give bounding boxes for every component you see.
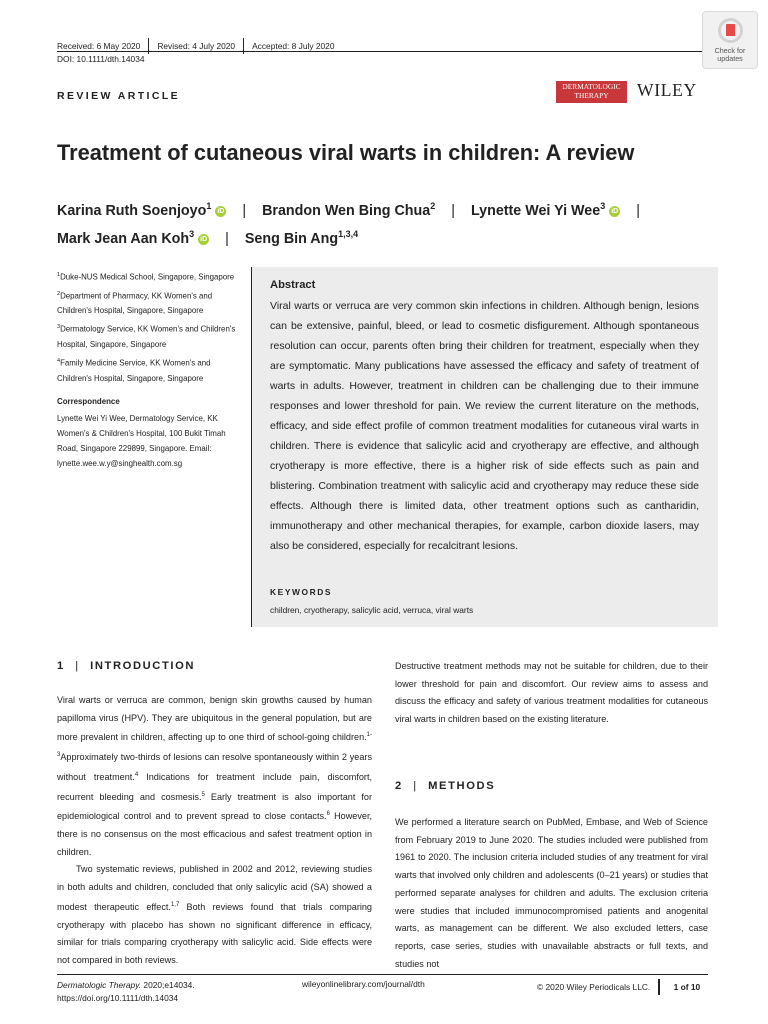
journal-logo-line1: DERMATOLOGIC [562, 82, 621, 91]
crossmark-label-1: Check for [714, 46, 746, 55]
paragraph: Destructive treatment methods may not be suitable for children, due to their lower threshold for pain and discomfort. Our review aims to assess and discuss the efficacy and safety of various treatment modalities for cutaneous viral warts in children based on the existing literature. [395, 661, 708, 725]
abstract-heading: Abstract [270, 279, 316, 291]
footer-right [537, 979, 700, 995]
divider [658, 979, 659, 995]
footer-citation: Dermatologic Therapy. 2020;e14034. https://doi.org/10.1111/dth.14034 [57, 980, 195, 1003]
footer-doi-link[interactable]: https://doi.org/10.1111/dth.14034 [57, 993, 179, 1003]
affiliation: $^1$Duke-NUS Medical School, Singapore, Singapore [57, 272, 235, 282]
publisher-logo[interactable]: WILEY [637, 80, 697, 100]
author-name[interactable]: Karina Ruth Soenjoyo [57, 202, 207, 219]
section-heading-introduction: 1 | INTRODUCTION [57, 660, 196, 672]
accepted-date: Accepted: 8 July 2020 [252, 41, 335, 51]
journal-logo-line2: THERAPY [574, 91, 609, 101]
author-name[interactable]: Seng Bin Ang [244, 230, 339, 247]
article-title: Treatment of cutaneous viral warts in children: A review [57, 140, 635, 165]
author-list: Karina Ruth Soenjoyo$^1$iD | Brandon Wen Bing Chua$^2$ | Lynette Wei Yi Wee$^3$iD | Mark Jean Aan Koh$^3$iD | Seng Bin Ang$^{1,3,4}$ [57, 201, 640, 247]
affiliations [57, 268, 247, 473]
author-affiliation-ref: 1,3,4 [338, 228, 359, 239]
author-name[interactable]: Lynette Wei Yi Wee [470, 202, 601, 219]
author-name[interactable]: Brandon Wen Bing Chua [262, 202, 431, 219]
affiliation: $^4$Family Medicine Service, KK Women's and Children's Hospital, Singapore, Singapore [57, 357, 211, 383]
author-name[interactable]: Mark Jean Aan Koh [57, 230, 190, 247]
paragraph: Viral warts or verruca are common, benign skin growths caused by human papilloma virus (HPV). They are ubiquitous in the general population, but are more prevalent in children, affecting up to one third of school-going children.$^{1-3}$Approximately two-thirds of lesions can resolve spontaneously within 2 years without treatment.$^4$ Indications for treatment include pain, discomfort, recurrent bleeding and cosmesis.$^5$ Early treatment is also important for epidemiological control and to prevent spread to close contacts.$^6$ However, there is no consensus on the most efficacious and safest treatment option in children. [57, 695, 372, 857]
orcid-icon[interactable]: iD [217, 207, 225, 215]
revised-date: Revised: 4 July 2020 [157, 41, 236, 51]
copyright: © 2020 Wiley Periodicals LLC. [537, 982, 651, 992]
footer-rule [57, 974, 708, 975]
abstract-rule [251, 267, 252, 627]
affiliation: $^2$Department of Pharmacy, KK Women's and Children's Hospital, Singapore, Singapore [57, 290, 213, 316]
correspondence-email[interactable]: Email: lynette.wee.w.y@singhealth.com.sg [57, 443, 212, 468]
citation-ref[interactable]: 1-3 [57, 732, 372, 759]
footer-site-link[interactable]: wileyonlinelibrary.com/journal/dth [302, 979, 425, 989]
author-affiliation-ref: 3 [189, 228, 195, 239]
keywords: children, cryotherapy, salicylic acid, verruca, viral warts [270, 605, 474, 615]
abstract-text: Viral warts or verruca are very common skin infections in children. Although benign, lesions can be extensive, painful, bleed, or lead to cosmetic disfigurement. Although spontaneous resolution can occur, parents often bring their children for treatment, especially when they are symptomatic. Many publications have assessed the efficacy and safety of treatment of warts in adults. However, treatment in children can be challenging due to their immune responses and lower threshold for pain. We review the current literature on the methods, efficacy, and side effect profile of common treatment modalities for cutaneous viral warts in children. There is evidence that salicylic acid and cryotherapy are effective, and although cryotherapy is more effective, there is a higher risk of side effects such as pain and blistering. Combination treatment with salicylic acid and cryotherapy may reduce these side effects. Although there is limited data, other treatment options such as cantharidin, immunotherapy and other mechanical therapies, for example, carbon dioxide lasers, may also be considered, especially for recalcitrant lesions. [270, 300, 699, 552]
check-for-updates-button[interactable] [702, 11, 758, 69]
correspondence-text: Lynette Wei Yi Wee, Dermatology Service, KK Women's & Children's Hospital, 100 Bukit Timah Road, Singapore 229899, Singapore. Email: lynette.wee.w.y@singhealth.com.sg [57, 413, 226, 468]
paragraph: Two systematic reviews, published in 2002 and 2012, reviewing studies in both adults and children, concluded that only salicylic acid (SA) showed a modest therapeutic effect.$^{1,7}$ Both reviews found that trials comparing cryotherapy with placebo has shown no significant difference in efficacy, similar for trials comparing cryotherapy with salicylic acid. Side effects were not compared in both reviews. [57, 864, 372, 966]
author-affiliation-ref: 3 [600, 201, 606, 211]
correspondence-heading: Correspondence [57, 396, 120, 406]
received-date: Received: 6 May 2020 [57, 41, 141, 51]
citation-ref[interactable]: 4 [134, 771, 139, 778]
author-affiliation-ref: 1 [206, 201, 212, 211]
introduction-body [57, 692, 372, 970]
author-affiliation-ref: 2 [430, 201, 436, 211]
crossmark-icon [718, 18, 743, 43]
orcid-icon[interactable]: iD [611, 207, 619, 215]
citation-ref[interactable]: 1,7 [170, 901, 180, 908]
doi[interactable]: DOI: 10.1111/dth.14034 [57, 54, 145, 64]
citation-ref[interactable]: 6 [326, 811, 330, 818]
page-number: 1 of 10 [673, 982, 701, 992]
header-rule [57, 51, 707, 52]
crossmark-label-2: updates [717, 54, 743, 64]
section-heading-methods: 2 | METHODS [395, 780, 496, 792]
article-type: REVIEW ARTICLE [57, 90, 181, 102]
affiliation: $^3$Dermatology Service, KK Women's and Children's Hospital, Singapore, Singapore [57, 324, 236, 349]
journal-logo[interactable] [556, 81, 627, 103]
citation-ref[interactable]: 5 [201, 791, 205, 798]
orcid-icon[interactable]: iD [200, 235, 208, 243]
methods-body: We performed a literature search on PubMed, Embase, and Web of Science from February 2019 to June 2020. The studies included were published from 1961 to 2020. The inclusion criteria included studies of any treatment for viral warts that involved only children and adolescents (0–21 years) or studies that performed separate analyses for children and adults. The exclusion criteria were studies that included immunocompromised patients and anogenital warts, as management can be different. We also excluded letters, case reports, case series, studies with unavailable abstracts or full texts, and studies not [395, 817, 708, 969]
keywords-heading: KEYWORDS [270, 587, 333, 597]
